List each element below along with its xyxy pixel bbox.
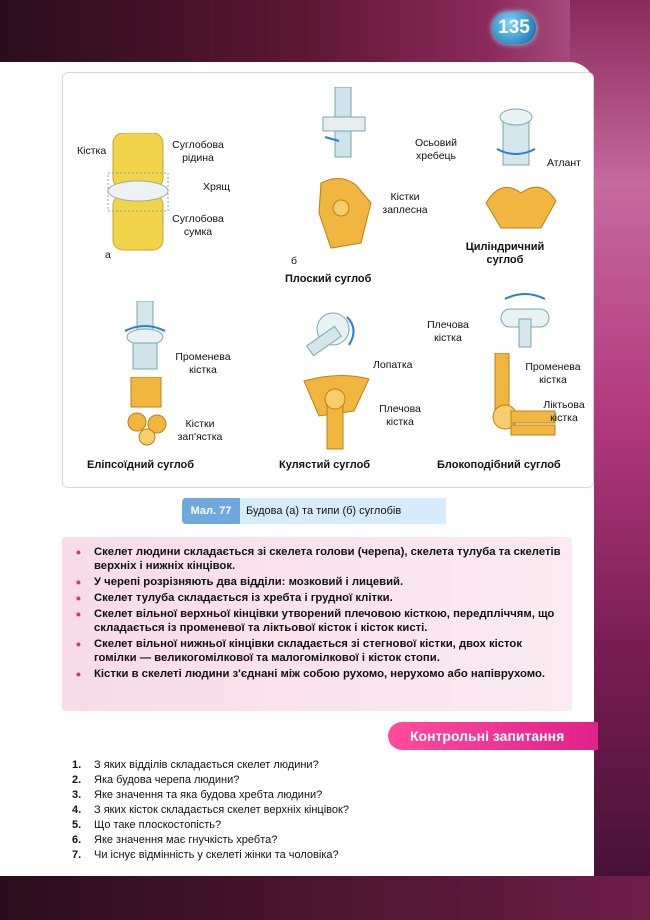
title-cylindrical-joint: Циліндричний суглоб <box>465 241 545 266</box>
label-tarsal-bones: Кістки заплесна <box>382 191 428 216</box>
atlas-vertebra-illustration <box>481 173 561 233</box>
review-questions-list <box>72 758 472 863</box>
title-ellipsoid-joint: Еліпсоїдний суглоб <box>87 459 195 471</box>
ellipsoid-joint-model <box>121 301 171 371</box>
figure-77 <box>62 72 594 488</box>
title-ball-joint: Кулястий суглоб <box>279 459 371 471</box>
question-item: 4. З яких кісток складається скелет верхніх кінцівок? <box>72 804 349 816</box>
joint-structure-illustration <box>105 133 175 253</box>
label-atlas: Атлант <box>547 157 581 169</box>
top-decor-band <box>0 0 650 62</box>
label-carpal-bones: Кістки зап'ястка <box>177 418 223 443</box>
panel-b-letter: б <box>291 255 298 267</box>
label-synovial-fluid: Суглобова рідина <box>172 139 224 164</box>
figure-caption <box>182 498 442 524</box>
tarsal-bones-illustration <box>311 173 381 253</box>
review-questions-title: Контрольні запитання <box>388 722 598 750</box>
question-item: 2. Яка будова черепа людини? <box>72 774 240 786</box>
summary-item: • Скелет вільної верхньої кінцівки утворений плечовою кісткою, передпліччям, що складається із променевої та ліктьової кісток і кісток кисті. <box>76 606 555 634</box>
summary-item: • Кістки в скелеті людини з'єднані між собою рухомо, нерухомо або напіврухомо. <box>76 666 546 682</box>
bullet-icon: • <box>76 666 81 682</box>
summary-item: • Скелет вільної нижньої кінцівки складається зі стегнової кістки, двох кісток гомілки — великогомілкової та малогомілкової і кісток стопи. <box>76 636 522 664</box>
label-scapula: Лопатка <box>373 359 413 371</box>
bullet-icon: • <box>76 574 81 590</box>
label-radius-hinge: Променева кістка <box>525 361 581 386</box>
question-item: 7. Чи існує відмінність у скелеті жінки та чоловіка? <box>72 849 339 861</box>
hinge-joint-model <box>495 289 555 349</box>
question-item: 3. Яке значення та яка будова хребта людини? <box>72 789 323 801</box>
flat-joint-model <box>319 87 369 167</box>
summary-item: • Скелет тулуба складається із хребта і грудної клітки. <box>76 590 393 606</box>
question-item: 5. Що таке плоскостопість? <box>72 819 222 831</box>
label-axis-vertebra: Осьовий хребець <box>414 137 458 162</box>
page-number: 135 <box>492 12 536 44</box>
label-bone: Кістка <box>77 145 107 157</box>
bullet-icon: • <box>76 636 81 652</box>
label-radius-ellipsoid: Променева кістка <box>175 351 231 376</box>
label-ulna: Ліктьова кістка <box>543 399 585 424</box>
shoulder-illustration <box>299 371 379 451</box>
summary-item: • Скелет людини складається зі скелета голови (черепа), скелета тулуба та скелетів верхніх і нижніх кінцівок. <box>76 544 561 572</box>
summary-box <box>62 537 572 711</box>
summary-item: • У черепі розрізняють два відділи: мозковий і лицевий. <box>76 574 404 590</box>
question-item: 6. Яке значення має гнучкість хребта? <box>72 834 278 846</box>
label-humerus-ball: Плечова кістка <box>379 403 421 428</box>
label-cartilage: Хрящ <box>203 181 231 193</box>
caption-label: Мал. 77 <box>182 498 240 524</box>
bullet-icon: • <box>76 606 81 622</box>
cylindrical-joint-model <box>491 105 541 171</box>
ball-joint-model <box>299 307 365 367</box>
bottom-decor-band <box>0 876 650 920</box>
label-humerus-hinge: Плечова кістка <box>427 319 469 344</box>
caption-text: Будова (а) та типи (б) суглобів <box>240 498 446 524</box>
bullet-icon: • <box>76 590 81 606</box>
title-flat-joint: Плоский суглоб <box>285 273 372 285</box>
panel-a-letter: а <box>105 249 111 261</box>
bullet-icon: • <box>76 544 81 560</box>
question-item: 1. З яких відділів складається скелет людини? <box>72 759 319 771</box>
title-hinge-joint: Блокоподібний суглоб <box>437 459 561 471</box>
page-number-badge <box>478 6 548 52</box>
label-joint-capsule: Суглобова сумка <box>172 213 224 238</box>
review-questions-header <box>388 720 598 752</box>
